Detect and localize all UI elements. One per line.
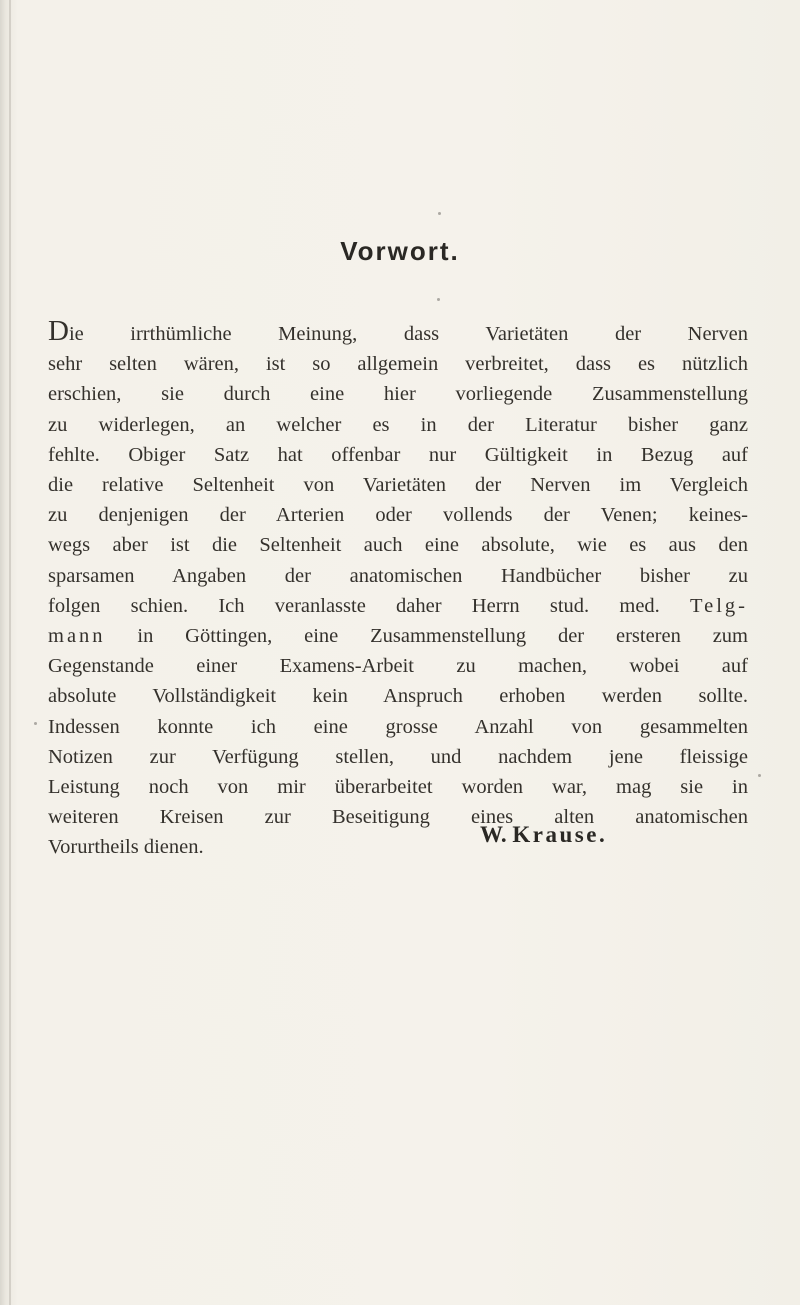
text-line: sehr selten wären, ist so allgemein verbreitet, dass es nützlich — [48, 353, 748, 376]
spaced-name: mann — [48, 625, 106, 648]
drop-cap: D — [48, 315, 69, 347]
text-line: Leistung noch von mir überarbeitet worden war, mag sie in — [48, 776, 748, 799]
text-line: Indessen konnte ich eine grosse Anzahl von gesammelten — [48, 715, 748, 738]
text-line: mann in Göttingen, eine Zusammenstellung der ersteren zum — [48, 625, 748, 648]
text-line: Gegenstande einer Examens-Arbeit zu machen, wobei auf — [48, 655, 748, 678]
text-line: absolute Vollständigkeit kein Anspruch erhoben werden sollte. — [48, 685, 748, 708]
text-line: wegs aber ist die Seltenheit auch eine absolute, wie es aus den — [48, 534, 748, 557]
text-line: zu denjenigen der Arterien oder vollends der Venen; keines- — [48, 504, 748, 527]
text-line: fehlte. Obiger Satz hat offenbar nur Gültigkeit in Bezug auf — [48, 443, 748, 466]
spaced-name: Telg- — [690, 594, 748, 617]
author-signature — [480, 822, 607, 848]
paper-speck — [437, 298, 440, 301]
signature-initial: W. — [480, 822, 507, 847]
text-line: die relative Seltenheit von Varietäten der Nerven im Vergleich — [48, 474, 748, 497]
page-binding-edge — [9, 0, 11, 1305]
text-line: weiteren Kreisen zur Beseitigung eines alten anatomischen — [48, 806, 748, 829]
text-line: Notizen zur Verfügung stellen, und nachdem jene fleissige — [48, 745, 748, 768]
signature-name: Krause. — [512, 822, 608, 847]
text-line: zu widerlegen, an welcher es in der Literatur bisher ganz — [48, 413, 748, 436]
preface-paragraph — [48, 315, 748, 863]
paper-speck — [438, 212, 441, 215]
page-title: Vorwort. — [340, 236, 460, 266]
text-line: Die irrthümliche Meinung, dass Varietäten der Nerven — [48, 315, 748, 347]
text-line: Vorurtheils dienen. — [48, 836, 204, 859]
paper-speck — [758, 774, 761, 777]
paper-speck — [34, 722, 37, 725]
text-line: erschien, sie durch eine hier vorliegende Zusammenstellung — [48, 383, 748, 406]
text-line: sparsamen Angaben der anatomischen Handbücher bisher zu — [48, 564, 748, 587]
text-line: folgen schien. Ich veranlasste daher Herrn stud. med. Telg- — [48, 594, 748, 617]
